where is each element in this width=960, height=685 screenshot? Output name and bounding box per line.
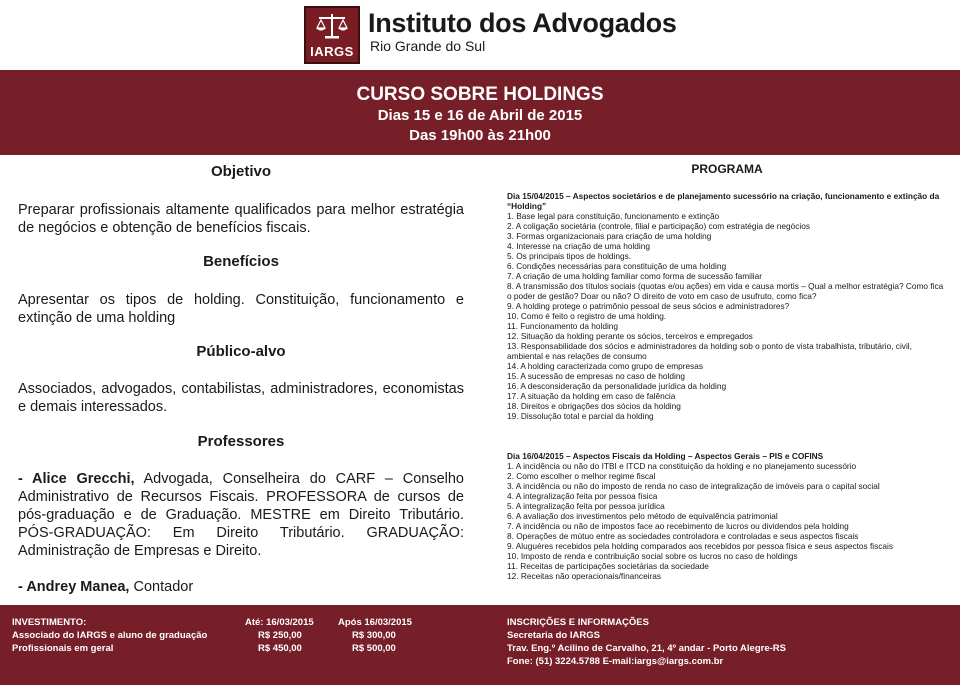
- programa-item: 11. Receitas de participações societárias da sociedade: [507, 561, 709, 571]
- programa-item: 14. A holding caracterizada como grupo de empresas: [507, 361, 704, 371]
- professor-andrey: [18, 578, 464, 596]
- professor-name: - Alice Grecchi,: [18, 471, 135, 487]
- programa-item: 3. A incidência ou não do imposto de renda no caso de integralização de imóveis para o capital social: [507, 481, 880, 491]
- programa-item: 7. A criação de uma holding familiar como forma de sucessão familiar: [507, 271, 763, 281]
- price-row-profissionais-label: Profissionais em geral: [12, 643, 114, 654]
- programa-day2: [507, 451, 947, 581]
- inscricoes-contact: Fone: (51) 3224.5788 E-mail:iargs@iargs.com.br: [507, 656, 724, 667]
- programa-item: 18. Direitos e obrigações dos sócios da holding: [507, 401, 681, 411]
- programa-item: 12. Receitas não operacionais/financeiras: [507, 571, 662, 581]
- inscricoes-secretaria: Secretaria do IARGS: [507, 630, 600, 641]
- price-col-early-heading: Até: 16/03/2015: [245, 617, 314, 628]
- programa-day1: [507, 191, 947, 421]
- day1-list: [507, 211, 947, 421]
- day1-heading: Dia 15/04/2015 – Aspectos societários e de planejamento sucessório na criação, funcionamento e extinção da “Holding”: [507, 191, 940, 211]
- programa-item: 4. Interesse na criação de uma holding: [507, 241, 650, 251]
- beneficios-heading: Benefícios: [203, 253, 279, 270]
- programa-item: 9. Aluguéres recebidos pela holding comparados aos recebidos por pessoa física e seus aspectos fiscais: [507, 541, 894, 551]
- publico-heading: Público-alvo: [196, 343, 286, 360]
- programa-item: 3. Formas organizacionais para criação de uma holding: [507, 231, 712, 241]
- publico-text: Associados, advogados, contabilistas, administradores, economistas e demais interessados.: [18, 381, 464, 415]
- price-profissionais-late: R$ 500,00: [352, 643, 396, 654]
- professores-heading: Professores: [197, 433, 285, 450]
- objetivo-heading: Objetivo: [210, 163, 271, 180]
- programa-item: 8. A transmissão dos títulos sociais (quotas e/ou ações) em vida e causa mortis – Qual a melhor estratégia? Como fica o poder de gestão? Doar ou não? O direito de voto em caso de usufruto, como fica?: [507, 281, 944, 301]
- investimento-label: INVESTIMENTO:: [12, 617, 87, 628]
- org-subtitle: Rio Grande do Sul: [370, 38, 486, 54]
- price-associados-early: R$ 250,00: [258, 630, 302, 641]
- iargs-logo: [304, 6, 360, 64]
- professor-description: Contador: [129, 579, 194, 595]
- price-profissionais-early: R$ 450,00: [258, 643, 302, 654]
- price-associados-late: R$ 300,00: [352, 630, 396, 641]
- professor-name: - Andrey Manea,: [18, 579, 130, 595]
- programa-item: 1. Base legal para constituição, funcionamento e extinção: [507, 211, 720, 221]
- objetivo-text: Preparar profissionais altamente qualificados para melhor estratégia de negócios e obtenção de benefícios fiscais.: [18, 202, 464, 236]
- programa-item: 6. A avaliação dos investimentos pelo método de equivalência patrimonial: [507, 511, 778, 521]
- programa-item: 9. A holding protege o patrimônio pessoal de seus sócios e administradores?: [507, 301, 790, 311]
- programa-item: 1. A incidência ou não do ITBI e ITCD na constituição da holding e no planejamento sucessório: [507, 461, 857, 471]
- price-row-associados-label: Associado do IARGS e aluno de graduação: [12, 630, 208, 641]
- day2-list: [507, 461, 947, 581]
- programa-item: 2. A coligação societária (controle, filial e participação) com estratégia de negócios: [507, 221, 811, 231]
- course-dates: Dias 15 e 16 de Abril de 2015: [377, 107, 583, 124]
- course-hours: Das 19h00 às 21h00: [409, 127, 551, 144]
- course-title: CURSO SOBRE HOLDINGS: [356, 84, 604, 105]
- programa-item: 6. Condições necessárias para constituição de uma holding: [507, 261, 727, 271]
- org-name: Instituto dos Advogados: [368, 8, 677, 38]
- professor-alice: [18, 470, 464, 560]
- programa-heading: PROGRAMA: [691, 162, 763, 176]
- programa-item: 16. A desconsideração da personalidade jurídica da holding: [507, 381, 727, 391]
- programa-item: 11. Funcionamento da holding: [507, 321, 619, 331]
- programa-item: 10. Como é feito o registro de uma holding.: [507, 311, 667, 321]
- programa-item: 8. Operações de mútuo entre as sociedades controladora e controladas e seus aspectos fiscais: [507, 531, 859, 541]
- programa-item: 10. Imposto de renda e contribuição social sobre os lucros no caso de holdings: [507, 551, 798, 561]
- inscricoes-heading: INSCRIÇÕES E INFORMAÇÕES: [507, 617, 649, 628]
- header: [0, 0, 960, 70]
- programa-item: 17. A situação da holding em caso de falência: [507, 391, 676, 401]
- programa-item: 12. Situação da holding perante os sócios, terceiros e empregados: [507, 331, 753, 341]
- day2-heading: Dia 16/04/2015 – Aspectos Fiscais da Holding – Aspectos Gerais – PIS e COFINS: [507, 451, 824, 461]
- programa-item: 4. A integralização feita por pessoa física: [507, 491, 658, 501]
- programa-item: 19. Dissolução total e parcial da holding: [507, 411, 654, 421]
- professor-description: Advogada, Conselheira do CARF – Conselho Administrativo de Recursos Fiscais. PROFESSORA de cursos de pós-graduação e de Graduação. MESTRE em Direito Tributário. PÓS-GRADUAÇÃO: Em Direito Tributário. GRADUAÇÃO: Administração de Empresas e Direito.: [18, 471, 464, 559]
- scales-of-justice-icon: [313, 12, 351, 40]
- programa-item: 2. Como escolher o melhor regime fiscal: [507, 471, 656, 481]
- programa-item: 5. Os principais tipos de holdings.: [507, 251, 632, 261]
- logo-acronym: IARGS: [310, 44, 354, 59]
- programa-item: 13. Responsabilidade dos sócios e administradores da holding sob o ponto de vista trabalhista, tributário, civil, ambiental e nas relações de consumo: [507, 341, 912, 361]
- price-col-late-heading: Após 16/03/2015: [338, 617, 412, 628]
- programa-item: 5. A integralização feita por pessoa jurídica: [507, 501, 665, 511]
- inscricoes-address: Trav. Eng.º Acilino de Carvalho, 21, 4º andar - Porto Alegre-RS: [507, 643, 786, 654]
- programa-item: 7. A incidência ou não de impostos face ao recebimento de lucros ou dividendos pela holding: [507, 521, 849, 531]
- course-banner: [0, 70, 960, 155]
- beneficios-text: Apresentar os tipos de holding. Constituição, funcionamento e extinção de uma holding: [18, 292, 464, 326]
- footer: [0, 605, 960, 685]
- programa-item: 15. A sucessão de empresas no caso de holding: [507, 371, 686, 381]
